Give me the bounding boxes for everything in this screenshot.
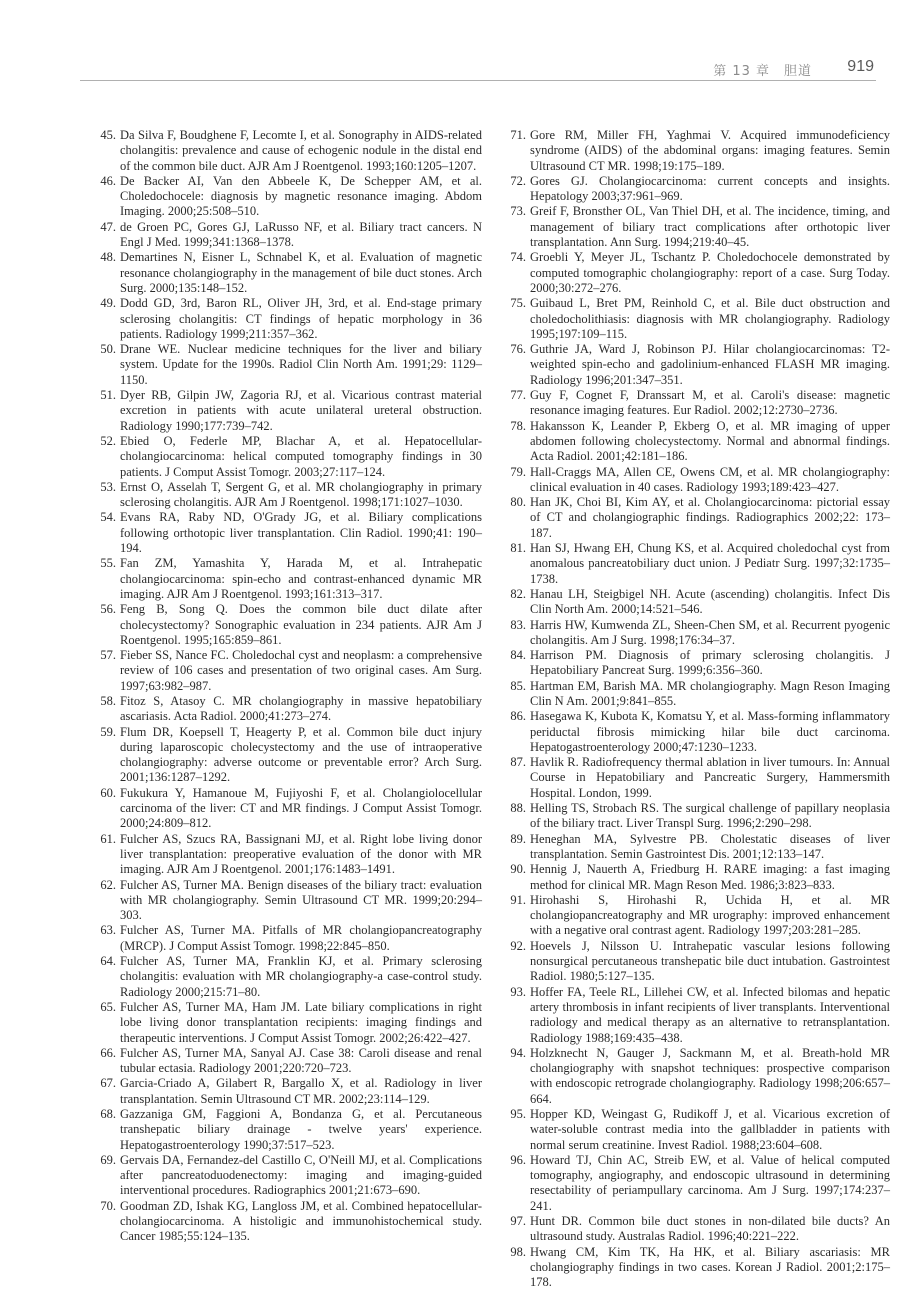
- reference-text: Groebli Y, Meyer JL, Tschantz P. Choledochocele demonstrated by computed tomographic cholangiography: report of a case. Surg Today. 2000;30:272–276.: [530, 250, 890, 295]
- reference-text: Guthrie JA, Ward J, Robinson PJ. Hilar cholangiocarcinomas: T2-weighted spin-echo and gadolinium-enhanced FLASH MR imaging. Radiology 1996;201:347–351.: [530, 342, 890, 387]
- reference-text: Hoffer FA, Teele RL, Lillehei CW, et al. Infected bilomas and hepatic artery thrombosis in infant recipients of liver transplants. Interventional radiology and medical therapy as an alternative to retransplantation. Radiology 1988;169:435–438.: [530, 984, 890, 1045]
- reference-number: 46.: [100, 173, 116, 188]
- reference-text: Gazzaniga GM, Faggioni A, Bondanza G, et al. Percutaneous transhepatic biliary drainage - twelve years' experience. Hepatogastroenterology 1990;37:517–523.: [120, 1107, 482, 1152]
- page-header: [0, 0, 924, 80]
- reference-number: 69.: [100, 1152, 116, 1167]
- reference-item: [90, 725, 482, 786]
- reference-number: 53.: [100, 479, 116, 494]
- reference-text: Howard TJ, Chin AC, Streib EW, et al. Value of helical computed tomography, angiography, and endoscopic ultrasound in determining resectability of periampullary carcinoma. Am J Surg. 1997;174:237–241.: [530, 1152, 890, 1213]
- page-number: 919: [847, 58, 874, 75]
- reference-item: [90, 128, 482, 174]
- reference-number: 74.: [510, 250, 526, 265]
- reference-text: Dyer RB, Gilpin JW, Zagoria RJ, et al. Vicarious contrast material excretion in patients with acute unilateral ureteral obstruction. Radiology 1990;177:739–742.: [120, 388, 482, 433]
- reference-number: 92.: [510, 938, 526, 953]
- reference-text: Guibaud L, Bret PM, Reinhold C, et al. Bile duct obstruction and choledocholithiasis: diagnosis with MR cholangiography. Radiology 1995;197:109–115.: [530, 296, 890, 341]
- reference-item: [90, 434, 482, 480]
- reference-item: [90, 1153, 482, 1199]
- reference-item: [90, 602, 482, 648]
- reference-item: [90, 250, 482, 296]
- reference-number: 66.: [100, 1045, 116, 1060]
- reference-number: 78.: [510, 418, 526, 433]
- reference-number: 56.: [100, 602, 116, 617]
- reference-text: Hennig J, Nauerth A, Friedburg H. RARE imaging: a fast imaging method for clinical MR. Magn Reson Med. 1986;3:823–833.: [530, 862, 890, 892]
- reference-item: [500, 1245, 890, 1291]
- reference-item: [90, 556, 482, 602]
- reference-item: [500, 832, 890, 863]
- reference-number: 90.: [510, 862, 526, 877]
- reference-item: [500, 648, 890, 679]
- reference-text: Hall-Craggs MA, Allen CE, Owens CM, et al. MR cholangiography: clinical evaluation in 40 cases. Radiology 1993;189:423–427.: [530, 464, 890, 494]
- reference-item: [500, 939, 890, 985]
- reference-item: [500, 1153, 890, 1214]
- reference-item: [500, 1214, 890, 1245]
- reference-text: Hopper KD, Weingast G, Rudikoff J, et al. Vicarious excretion of water-soluble contrast media into the gallbladder in patients with normal serum creatinine. Invest Radiol. 1988;23:604–608.: [530, 1107, 890, 1152]
- reference-number: 83.: [510, 617, 526, 632]
- reference-number: 86.: [510, 709, 526, 724]
- reference-number: 89.: [510, 831, 526, 846]
- reference-number: 64.: [100, 954, 116, 969]
- reference-item: [500, 541, 890, 587]
- reference-number: 49.: [100, 296, 116, 311]
- reference-text: Fulcher AS, Turner MA, Franklin KJ, et al. Primary sclerosing cholangitis: evaluation with MR cholangiography-a case-control study. Radiology 2000;215:71–80.: [120, 954, 482, 999]
- reference-item: [90, 510, 482, 556]
- reference-number: 47.: [100, 219, 116, 234]
- reference-item: [500, 495, 890, 541]
- reference-item: [90, 1107, 482, 1153]
- reference-item: [500, 985, 890, 1046]
- reference-number: 67.: [100, 1076, 116, 1091]
- reference-item: [90, 1076, 482, 1107]
- reference-item: [500, 174, 890, 205]
- reference-item: [500, 419, 890, 465]
- reference-item: [90, 923, 482, 954]
- reference-number: 77.: [510, 388, 526, 403]
- reference-number: 87.: [510, 755, 526, 770]
- reference-text: Hunt DR. Common bile duct stones in non-dilated bile ducts? An ultrasound study. Australas Radiol. 1996;40:221–222.: [530, 1214, 890, 1244]
- reference-number: 82.: [510, 586, 526, 601]
- reference-item: [500, 587, 890, 618]
- reference-item: [90, 220, 482, 251]
- reference-item: [90, 174, 482, 220]
- reference-item: [90, 388, 482, 434]
- reference-text: Fulcher AS, Szucs RA, Bassignani MJ, et al. Right lobe living donor liver transplantation: preoperative evaluation of the donor with MR imaging. AJR Am J Roentgenol. 2001;176:1483–1491.: [120, 831, 482, 877]
- reference-text: Fulcher AS, Turner MA, Ham JM. Late biliary complications in right lobe living donor transplantation recipients: imaging findings and therapeutic interventions. J Comput Assist Tomogr. 2002;26:422–427.: [120, 999, 482, 1045]
- reference-number: 79.: [510, 464, 526, 479]
- reference-text: Fieber SS, Nance FC. Choledochal cyst and neoplasm: a comprehensive review of 106 cases and presentation of two original cases. Am Surg. 1997;63:982–987.: [120, 648, 482, 693]
- reference-number: 98.: [510, 1244, 526, 1259]
- reference-text: Gores GJ. Cholangiocarcinoma: current concepts and insights. Hepatology 2003;37:961–969.: [530, 173, 890, 204]
- reference-text: De Backer AI, Van den Abbeele K, De Schepper AM, et al. Choledochocele: diagnosis by magnetic resonance imaging. Abdom Imaging. 2000;25:508–510.: [120, 173, 482, 219]
- reference-text: Dodd GD, 3rd, Baron RL, Oliver JH, 3rd, et al. End-stage primary sclerosing cholangitis: CT findings of hepatic morphology in 36 patients. Radiology 1999;211:357–362.: [120, 296, 482, 341]
- reference-number: 94.: [510, 1045, 526, 1060]
- reference-number: 57.: [100, 648, 116, 663]
- reference-text: Da Silva F, Boudghene F, Lecomte I, et al. Sonography in AIDS-related cholangitis: prevalence and cause of echogenic nodule in the distal end of the common bile duct. AJR Am J Roentgenol. 1993;160:1205–1207.: [120, 128, 482, 173]
- reference-column-left: [90, 128, 482, 1245]
- reference-number: 76.: [510, 342, 526, 357]
- header-rule: [80, 80, 876, 81]
- reference-item: [500, 755, 890, 801]
- running-title: 第 13 章 胆道: [713, 64, 812, 79]
- reference-item: [500, 801, 890, 832]
- reference-text: Drane WE. Nuclear medicine techniques for the liver and biliary system. Update for the 1990s. Radiol Clin North Am. 1991;29: 1129–1150.: [120, 342, 482, 387]
- reference-text: Harris HW, Kumwenda ZL, Sheen-Chen SM, et al. Recurrent pyogenic cholangitis. Am J Surg. 1998;176:34–37.: [530, 617, 890, 647]
- reference-text: Gervais DA, Fernandez-del Castillo C, O'Neill MJ, et al. Complications after pancreatoduodenectomy: imaging and imaging-guided interventional procedures. Radiographics 2001;21:673–690.: [120, 1152, 482, 1198]
- reference-text: Demartines N, Eisner L, Schnabel K, et al. Evaluation of magnetic resonance cholangiography in the management of bile duct stones. Arch Surg. 2000;135:148–152.: [120, 250, 482, 295]
- reference-number: 91.: [510, 892, 526, 907]
- reference-item: [500, 1046, 890, 1107]
- reference-number: 73.: [510, 204, 526, 219]
- reference-text: Flum DR, Koepsell T, Heagerty P, et al. Common bile duct injury during laparoscopic cholecystectomy and the use of intraoperative cholangiography: adverse outcome or preventable error? Arch Surg. 2001;136:1287–1292.: [120, 724, 482, 785]
- reference-text: Hasegawa K, Kubota K, Komatsu Y, et al. Mass-forming inflammatory periductal fibrosis mimicking hilar bile duct carcinoma. Hepatogastroenterology 2000;47:1230–1233.: [530, 709, 890, 754]
- reference-item: [500, 1107, 890, 1153]
- reference-item: [500, 388, 890, 419]
- reference-number: 55.: [100, 556, 116, 571]
- reference-item: [90, 480, 482, 511]
- reference-text: Harrison PM. Diagnosis of primary sclerosing cholangitis. J Hepatobiliary Pancreat Surg. 1999;6:356–360.: [530, 648, 890, 678]
- reference-number: 81.: [510, 541, 526, 556]
- reference-number: 88.: [510, 801, 526, 816]
- reference-number: 54.: [100, 510, 116, 525]
- reference-text: Greif F, Bronsther OL, Van Thiel DH, et al. The incidence, timing, and management of biliary tract complications after orthotopic liver transplantation. Ann Surg. 1994;219:40–45.: [530, 204, 890, 250]
- reference-text: Heneghan MA, Sylvestre PB. Cholestatic diseases of liver transplantation. Semin Gastrointest Dis. 2001;12:133–147.: [530, 831, 890, 861]
- reference-text: Han SJ, Hwang EH, Chung KS, et al. Acquired choledochal cyst from anomalous pancreatobiliary duct union. J Pediatr Surg. 1997;32:1735–1738.: [530, 541, 890, 586]
- reference-item: [90, 648, 482, 694]
- reference-item: [90, 832, 482, 878]
- reference-text: Fitoz S, Atasoy C. MR cholangiography in massive hepatobiliary ascariasis. Acta Radiol. 2000;41:273–274.: [120, 693, 482, 724]
- reference-item: [90, 342, 482, 388]
- reference-item: [500, 342, 890, 388]
- reference-item: [90, 694, 482, 725]
- reference-item: [500, 465, 890, 496]
- reference-number: 61.: [100, 831, 116, 846]
- reference-item: [90, 786, 482, 832]
- reference-text: Havlik R. Radiofrequency thermal ablation in liver tumours. In: Annual Course in Hepatobiliary and Pancreatic Surgery, Hammersmith Hospital. London, 1999.: [530, 755, 890, 800]
- reference-item: [90, 1199, 482, 1245]
- reference-number: 93.: [510, 984, 526, 999]
- reference-number: 52.: [100, 433, 116, 448]
- reference-column-right: [500, 128, 890, 1291]
- reference-text: Hwang CM, Kim TK, Ha HK, et al. Biliary ascariasis: MR cholangiography findings in two cases. Korean J Radiol. 2001;2:175–178.: [530, 1244, 890, 1290]
- reference-number: 95.: [510, 1107, 526, 1121]
- reference-number: 62.: [100, 877, 116, 892]
- reference-text: Fulcher AS, Turner MA, Sanyal AJ. Case 38: Caroli disease and renal tubular ectasia. Radiology 2001;220:720–723.: [120, 1045, 482, 1076]
- reference-item: [500, 709, 890, 755]
- reference-number: 85.: [510, 678, 526, 693]
- reference-number: 71.: [510, 128, 526, 142]
- reference-text: Fulcher AS, Turner MA. Benign diseases of the biliary tract: evaluation with MR cholangiography. Semin Ultrasound CT MR. 1999;20:294–303.: [120, 877, 482, 923]
- reference-text: Hanau LH, Steigbigel NH. Acute (ascending) cholangitis. Infect Dis Clin North Am. 2000;14:521–546.: [530, 586, 890, 617]
- reference-item: [500, 204, 890, 250]
- reference-number: 80.: [510, 495, 526, 510]
- reference-text: Han JK, Choi BI, Kim AY, et al. Cholangiocarcinoma: pictorial essay of CT and cholangiographic findings. Radiographics 2002;22: 173–187.: [530, 495, 890, 540]
- reference-number: 75.: [510, 296, 526, 311]
- reference-number: 97.: [510, 1214, 526, 1229]
- reference-item: [500, 679, 890, 710]
- reference-number: 59.: [100, 724, 116, 739]
- reference-text: Evans RA, Raby ND, O'Grady JG, et al. Biliary complications following orthotopic liver transplantation. Clin Radiol. 1990;41: 190–194.: [120, 510, 482, 556]
- reference-number: 63.: [100, 923, 116, 938]
- reference-number: 48.: [100, 250, 116, 265]
- reference-text: Hartman EM, Barish MA. MR cholangiography. Magn Reson Imaging Clin N Am. 2001;9:841–855.: [530, 678, 890, 708]
- reference-item: [90, 954, 482, 1000]
- reference-number: 45.: [100, 128, 116, 142]
- reference-text: Hoevels J, Nilsson U. Intrahepatic vascular lesions following nonsurgical percutaneous transhepatic bile duct intubation. Gastrointest Radiol. 1980;5:127–135.: [530, 938, 890, 984]
- reference-item: [500, 893, 890, 939]
- reference-item: [500, 862, 890, 893]
- reference-text: Goodman ZD, Ishak KG, Langloss JM, et al. Combined hepatocellular-cholangiocarcinoma. A histoligic and immunohistochemical study. Cancer 1985;55:124–135.: [120, 1198, 482, 1244]
- reference-number: 60.: [100, 785, 116, 800]
- reference-text: Ebied O, Federle MP, Blachar A, et al. Hepatocellular-cholangiocarcinoma: helical computed tomography findings in 30 patients. J Comput Assist Tomogr. 2003;27:117–124.: [120, 433, 482, 479]
- reference-item: [90, 296, 482, 342]
- reference-text: Gore RM, Miller FH, Yaghmai V. Acquired immunodeficiency syndrome (AIDS) of the abdominal organs: imaging features. Semin Ultrasound CT MR. 1998;19:175–189.: [530, 128, 890, 173]
- reference-item: [90, 878, 482, 924]
- reference-text: Ernst O, Asselah T, Sergent G, et al. MR cholangiography in primary sclerosing cholangitis. AJR Am J Roentgenol. 1998;171:1027–1030.: [120, 479, 482, 510]
- reference-number: 96.: [510, 1152, 526, 1167]
- reference-item: [90, 1046, 482, 1077]
- reference-item: [500, 250, 890, 296]
- reference-item: [500, 618, 890, 649]
- reference-text: Fulcher AS, Turner MA. Pitfalls of MR cholangiopancreatography (MRCP). J Comput Assist Tomogr. 1998;22:845–850.: [120, 923, 482, 953]
- reference-item: [90, 1000, 482, 1046]
- reference-number: 68.: [100, 1107, 116, 1121]
- reference-item: [500, 296, 890, 342]
- reference-text: Helling TS, Strobach RS. The surgical challenge of papillary neoplasia of the biliary tract. Liver Transpl Surg. 1996;2:290–298.: [530, 801, 890, 831]
- reference-number: 51.: [100, 388, 116, 403]
- reference-text: Feng B, Song Q. Does the common bile duct dilate after cholecystectomy? Sonographic evaluation in 234 patients. AJR Am J Roentgenol. 1995;165:859–861.: [120, 602, 482, 647]
- reference-text: Holzknecht N, Gauger J, Sackmann M, et al. Breath-hold MR cholangiography with snapshot techniques: prospective comparison with endoscopic retrograde cholangiography. Radiology 1998;206:657–664.: [530, 1045, 890, 1106]
- reference-number: 72.: [510, 173, 526, 188]
- reference-item: [500, 128, 890, 174]
- reference-number: 84.: [510, 648, 526, 663]
- reference-number: 65.: [100, 999, 116, 1014]
- reference-text: Garcia-Criado A, Gilabert R, Bargallo X, et al. Radiology in liver transplantation. Semin Ultrasound CT MR. 2002;23:114–129.: [120, 1076, 482, 1106]
- reference-text: Hakansson K, Leander P, Ekberg O, et al. MR imaging of upper abdomen following cholecystectomy. Normal and abnormal findings. Acta Radiol. 2001;42:181–186.: [530, 418, 890, 464]
- reference-number: 50.: [100, 342, 116, 357]
- reference-number: 58.: [100, 693, 116, 708]
- reference-text: Hirohashi S, Hirohashi R, Uchida H, et al. MR cholangiopancreatography and MR urography: improved enhancement with a negative oral contrast agent. Radiology 1997;203:281–285.: [530, 892, 890, 938]
- reference-text: Fukukura Y, Hamanoue M, Fujiyoshi F, et al. Cholangiolocellular carcinoma of the liver: CT and MR findings. J Comput Assist Tomogr. 2000;24:809–812.: [120, 785, 482, 831]
- reference-text: Fan ZM, Yamashita Y, Harada M, et al. Intrahepatic cholangiocarcinoma: spin-echo and contrast-enhanced dynamic MR imaging. AJR Am J Roentgenol. 1993;161:313–317.: [120, 556, 482, 601]
- reference-text: Guy F, Cognet F, Dranssart M, et al. Caroli's disease: magnetic resonance imaging features. Eur Radiol. 2002;12:2730–2736.: [530, 388, 890, 418]
- reference-text: de Groen PC, Gores GJ, LaRusso NF, et al. Biliary tract cancers. N Engl J Med. 1999;341:1368–1378.: [120, 219, 482, 250]
- reference-number: 70.: [100, 1198, 116, 1213]
